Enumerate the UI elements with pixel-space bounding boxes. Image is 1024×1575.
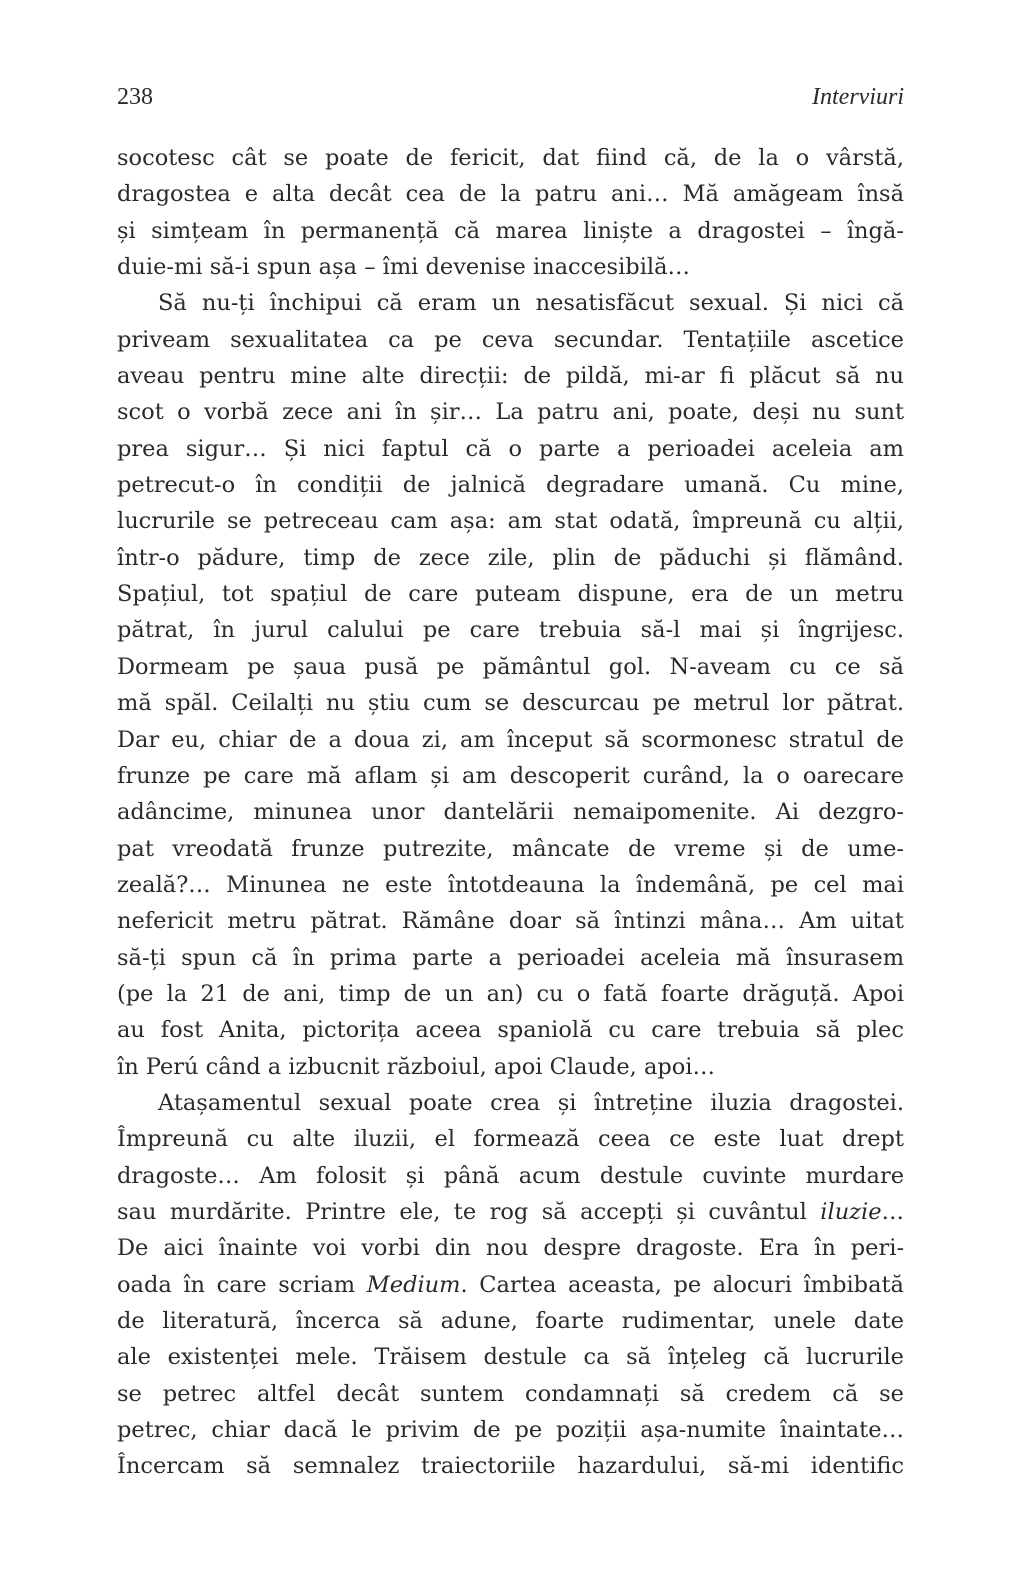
text-line: prea sigur… Și nici faptul că o parte a perioadei aceleia am — [117, 435, 904, 462]
text-line: scot o vorbă zece ani în șir… La patru ani, poate, deși nu sunt — [117, 399, 905, 426]
text-line — [117, 1267, 904, 1303]
text-line: Atașamentul sexual poate crea și întreține iluzia dragostei. — [158, 1089, 905, 1116]
text-line: duie-mi să-i spun așa – îmi devenise inaccesibilă… — [117, 254, 691, 281]
text-line: socotesc cât se poate de fericit, dat fiind că, de la o vârstă, — [117, 145, 904, 171]
text-line: Dar eu, chiar de a doua zi, am început să scormonesc stratul de — [117, 726, 904, 753]
text-line: să-ți spun că în prima parte a perioadei aceleia mă însurasem — [117, 944, 905, 971]
text-line: dragostea e alta decât cea de la patru ani… Mă amăgeam însă — [117, 181, 905, 208]
text-line: într-o pădure, timp de zece zile, plin de păduchi și flămând. — [117, 544, 904, 571]
text-line: și simțeam în permanență că marea liniște a dragostei – îngă- — [117, 217, 904, 244]
text-line: dragoste… Am folosit și până acum destule cuvinte murdare — [117, 1162, 905, 1189]
text-line: pat vreodată frunze putrezite, mâncate de vreme și de ume- — [117, 835, 905, 862]
text-line — [117, 1194, 904, 1230]
text-line: petrec, chiar dacă le privim de pe poziții așa-numite înaintate… — [117, 1417, 905, 1444]
text-line: Dormeam pe șaua pusă pe pământul gol. N-aveam cu ce să — [117, 653, 904, 680]
text-segment: oada în care scriam — [117, 1271, 367, 1298]
text-segment: . Cartea aceasta, pe alocuri îmbibată — [460, 1271, 904, 1298]
text-line: zeală?… Minunea ne este întotdeauna la îndemână, pe cel mai — [117, 871, 905, 898]
text-line: aveau pentru mine alte direcții: de pildă, mi-ar fi plăcut să nu — [117, 363, 905, 390]
text-line: adâncime, minunea unor dantelării nemaipomenite. Ai dezgro- — [117, 799, 905, 826]
text-line: Încercam să semnalez traiectoriile hazardului, să-mi identific — [117, 1453, 905, 1480]
text-line: (pe la 21 de ani, timp de un an) cu o fată foarte drăguță. Apoi — [117, 980, 905, 1007]
running-head: Interviuri — [812, 84, 904, 110]
text-line: se petrec altfel decât suntem condamnați să credem că se — [117, 1380, 904, 1407]
text-line: ale existenței mele. Trăisem destule ca să înțeleg că lucrurile — [117, 1344, 904, 1371]
page-number: 238 — [117, 84, 153, 110]
text-segment: sau murdărite. Printre ele, te rog să accepți și cuvântul — [117, 1198, 821, 1225]
text-line: priveam sexualitatea ca pe ceva secundar. Tentațiile ascetice — [117, 326, 904, 353]
text-line: în Perú când a izbucnit războiul, apoi Claude, apoi… — [117, 1053, 716, 1080]
book-title: Medium — [366, 1271, 461, 1298]
text-line: Să nu-ți închipui că eram un nesatisfăcut sexual. Și nici că — [158, 290, 904, 317]
text-line: petrecut-o în condiții de jalnică degradare umană. Cu mine, — [117, 472, 904, 499]
text-line: nefericit metru pătrat. Rămâne doar să întinzi mâna… Am uitat — [117, 908, 904, 935]
text-line: pătrat, în jurul calului pe care trebuia să-l mai și îngrijesc. — [117, 617, 905, 644]
text-line: de literatură, încerca să adune, foarte rudimentar, unele date — [117, 1308, 904, 1334]
text-line: De aici înainte voi vorbi din nou despre dragoste. Era în peri- — [117, 1235, 905, 1262]
text-line: lucrurile se petreceau cam așa: am stat odată, împreună cu alții, — [117, 508, 904, 535]
text-line: Spațiul, tot spațiul de care puteam dispune, era de un metru — [117, 581, 904, 608]
text-line: frunze pe care mă aflam și am descoperit curând, la o oarecare — [117, 762, 904, 789]
text-line: mă spăl. Ceilalți nu știu cum se descurcau pe metrul lor pătrat. — [117, 690, 905, 717]
text-line: au fost Anita, pictorița aceea spaniolă cu care trebuia să plec — [117, 1017, 904, 1044]
text-line: Împreună cu alte iluzii, el formează ceea ce este luat drept — [117, 1126, 904, 1153]
italic-term: iluzie — [820, 1198, 882, 1225]
page-header — [117, 84, 904, 120]
text-segment: … — [881, 1198, 905, 1225]
body-text — [117, 140, 904, 1485]
